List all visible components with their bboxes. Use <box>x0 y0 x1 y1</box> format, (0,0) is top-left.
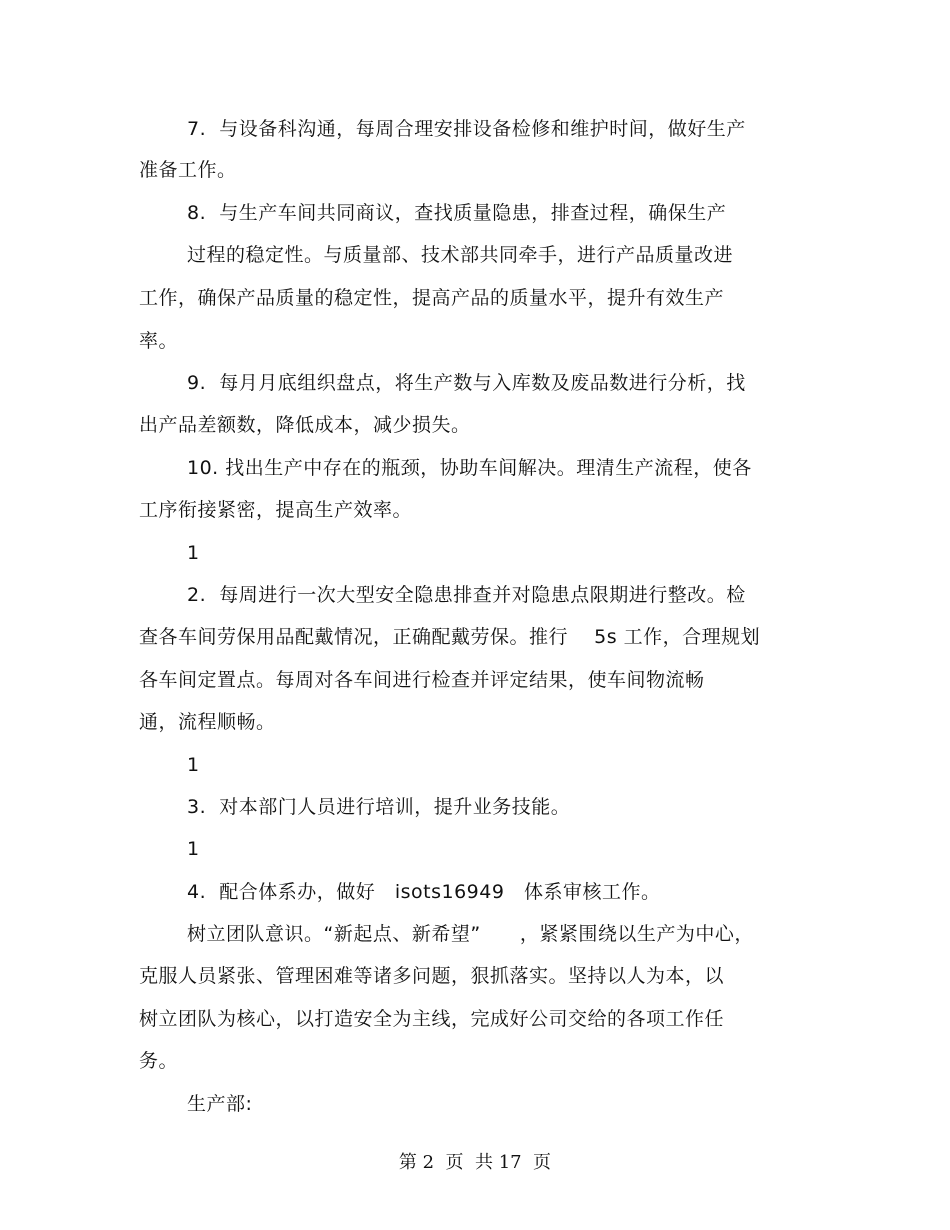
page-footer: 第 2 页 共 17 页 <box>398 1152 552 1173</box>
text-line-11: 1 <box>187 542 200 564</box>
text-line-19: 4. 配合体系办，做好 isots16949 体系审核工作。 <box>187 881 661 903</box>
text-line-23: 务。 <box>139 1050 179 1072</box>
text-line-24: 生产部: <box>187 1093 253 1115</box>
text-line-16: 1 <box>187 754 200 776</box>
text-line-4: 过程的稳定性。与质量部、技术部共同牵手，进行产品质量改进 <box>187 244 734 266</box>
text-line-13: 查各车间劳保用品配戴情况，正确配戴劳保。推行 5s 工作，合理规划 <box>139 626 761 648</box>
text-line-8: 出产品差额数，降低成本，减少损失。 <box>139 414 471 436</box>
text-line-21: 克服人员紧张、管理困难等诸多问题，狠抓落实。坚持以人为本，以 <box>139 965 725 987</box>
text-line-20: 树立团队意识。“新起点、新希望” ，紧紧围绕以生产为中心， <box>187 923 754 945</box>
text-line-1: 7. 与设备科沟通，每周合理安排设备检修和维护时间，做好生产 <box>187 118 746 140</box>
text-line-15: 通，流程顺畅。 <box>139 711 276 733</box>
text-line-17: 3. 对本部门人员进行培训，提升业务技能。 <box>187 796 571 818</box>
text-line-3: 8. 与生产车间共同商议，查找质量隐患，排查过程，确保生产 <box>187 202 727 224</box>
text-line-6: 率。 <box>139 330 179 352</box>
text-line-22: 树立团队为核心，以打造安全为主线，完成好公司交给的各项工作任 <box>139 1008 725 1030</box>
text-line-5: 工作，确保产品质量的稳定性，提高产品的质量水平，提升有效生产 <box>139 287 725 309</box>
text-line-14: 各车间定置点。每周对各车间进行检查并评定结果，使车间物流畅 <box>139 669 705 691</box>
text-line-12: 2. 每周进行一次大型安全隐患排查并对隐患点限期进行整改。检 <box>187 584 746 606</box>
text-line-10: 工序衔接紧密，提高生产效率。 <box>139 499 413 521</box>
text-line-7: 9. 每月月底组织盘点，将生产数与入库数及废品数进行分析，找 <box>187 372 746 394</box>
text-line-2: 准备工作。 <box>139 159 237 181</box>
text-line-18: 1 <box>187 838 200 860</box>
text-line-9: 10. 找出生产中存在的瓶颈，协助车间解决。理清生产流程，使各 <box>187 457 752 479</box>
